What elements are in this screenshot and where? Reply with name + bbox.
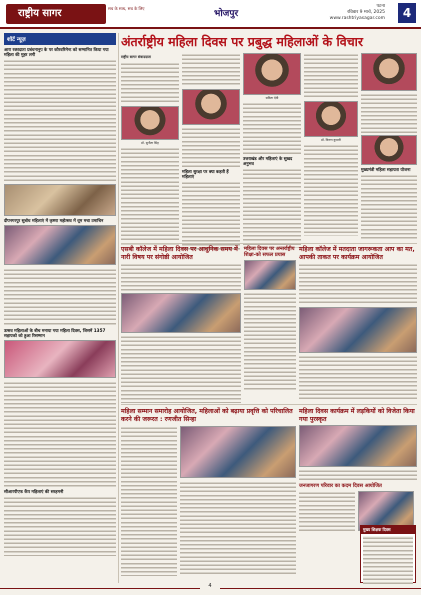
main-col2-text-a	[182, 53, 240, 87]
portrait-photo-1	[121, 106, 179, 140]
main-subhead-1: महिला सुरक्षा पर क्या कहती हैं महिलाएं	[182, 169, 229, 179]
mid-story1-body-b	[121, 335, 241, 403]
promo-body	[363, 536, 413, 584]
bottom-story2-photo	[299, 425, 417, 467]
column-divider	[118, 33, 119, 583]
left-story3-body	[4, 381, 116, 487]
mid-story-1	[121, 246, 241, 403]
main-col-1	[121, 53, 179, 247]
main-col1-text-b	[121, 147, 179, 247]
portrait-photo-2	[182, 89, 240, 125]
footer-page-number: 4	[200, 583, 220, 589]
dateline-city: पटना	[376, 4, 385, 9]
section-title: भोजपुर	[214, 9, 239, 19]
bottom-story1-photo	[180, 426, 296, 478]
left-story1-headline: आरा रक्तदाता प्रबंधनानुप के पर कौरवरिमेन्ट को सम्मानित किया गया महिला की मुहर लगी	[4, 47, 109, 57]
main-col-5	[361, 53, 417, 240]
briefs-label: शॉर्ट न्यूज़	[4, 33, 116, 45]
bottom-story1-text-b	[180, 481, 296, 575]
portrait-caption-1: डॉ. सुनीता सिंह	[141, 141, 159, 145]
newspaper-brand: राष्ट्रीय सागर	[6, 4, 106, 24]
dateline-website: www.rashtriyasagar.com	[329, 16, 385, 21]
portrait-photo-5	[361, 53, 417, 91]
bottom-story-1	[121, 408, 296, 576]
row-divider-1	[121, 243, 417, 244]
mid-story2-photo	[244, 260, 296, 290]
portrait-photo-4	[304, 101, 358, 137]
bottom-story1-right	[180, 426, 296, 576]
main-col-4	[304, 53, 358, 236]
main-col1-text-a	[121, 62, 179, 104]
mid-story1-photo	[121, 293, 241, 333]
mid-story3-photo	[299, 307, 417, 353]
main-byline: राष्ट्रीय सागर संवाददाता	[121, 55, 151, 59]
mid-story3-body-a	[299, 263, 417, 305]
left-story2-headline: दीपनगरपुर सुबोध महिलाएं में कृष्णा महोत्सव में धूम मचा उमाचिन	[4, 218, 104, 223]
mid-story-2	[244, 246, 296, 392]
left-story3-headline: उत्सव महिलाओं के बीच मनाया गया महिला दिवस, जिसमें 1357 सहायको को हुआ रिसम्मान	[4, 328, 106, 338]
portrait-photo-3	[243, 53, 301, 95]
promo-box	[360, 525, 416, 583]
main-subhead-2: उत्तराखंड और महिलाएं के सुखद अनुभव	[243, 156, 293, 166]
left-story3-photo	[4, 340, 116, 378]
portrait-photo-6	[361, 135, 417, 165]
main-col2-text-b	[182, 127, 240, 167]
bottom-story2-headline: महिला दिवस कार्यक्रम में लड़कियों को विजेता किया गया पुरस्कृत	[299, 408, 415, 423]
dateline	[300, 4, 385, 22]
left-story4-headline: सीआरपीएफ कैंप महिलाएं की सरहमनी	[4, 489, 64, 494]
bottom-story3-headline: जनजागरण परिवार का कदम दिवस आयोजित	[299, 483, 382, 489]
left-story4-body	[4, 496, 116, 556]
main-col3-text-b	[243, 168, 301, 248]
left-story2-photo	[4, 225, 116, 265]
left-column	[4, 33, 116, 556]
main-headline: अंतर्राष्ट्रीय महिला दिवस पर प्रबुद्ध महिलाओं के विचार	[121, 34, 363, 49]
main-subhead-3: मुख्यमंत्री महिला सहायता योजना	[361, 167, 411, 172]
main-col-2	[182, 53, 240, 251]
main-col3-text-a	[243, 102, 301, 154]
mid-story1-body-a	[121, 263, 241, 291]
dateline-date: रविवार 9 मार्च, 2025	[347, 10, 385, 15]
left-story1-body	[4, 59, 116, 181]
mid-story-3	[299, 246, 417, 401]
mid-story1-headline: एसबी कॉलेज में महिला दिवस पर आधुनिक समय में नारी विषय पर संगोष्ठी आयोजित	[121, 246, 238, 261]
bottom-story-2	[299, 408, 417, 531]
mid-story2-headline: महिला दिवस पर अन्तर्राष्ट्रीय शिक्षा-को सफल प्रयास	[244, 246, 295, 258]
bottom-story1-text-a	[121, 426, 177, 576]
mid-story3-body-b	[299, 355, 417, 401]
mid-story2-body	[244, 292, 296, 392]
portrait-caption-3: डॉ. किरण कुमारी	[321, 138, 341, 142]
mid-story3-headline: महिला कॉलेज में मतदाता जागरूकता आप का मत, आपकी ताकत पर कार्यक्रम आयोजित	[299, 246, 415, 261]
main-col4-text-a	[304, 53, 358, 99]
bottom-story2-body	[299, 469, 417, 481]
page-number-badge: 4	[398, 3, 416, 23]
main-col-3	[243, 53, 301, 248]
brand-tagline: सच के साथ, सच के लिए	[108, 6, 145, 11]
bottom-story1-headline: महिला सम्मान समारोह आयोजित, महिलाओं को बढ़ाया प्रवृत्ति को परिचालित करने की जरूरत : रणजीत सिन्हा	[121, 408, 293, 423]
bottom-story3-text	[299, 491, 355, 531]
main-col5-text-b	[361, 174, 417, 240]
row-divider-2	[121, 404, 417, 405]
masthead-rule	[0, 27, 421, 29]
masthead	[0, 0, 421, 28]
promo-title: मुख्य शिक्षक दिवस	[361, 526, 415, 534]
main-col5-text-a	[361, 93, 417, 133]
main-col4-text-b	[304, 144, 358, 236]
bottom-story1-body	[121, 426, 296, 576]
portrait-caption-2: सविता देवी	[265, 96, 279, 100]
left-story2-body	[4, 268, 116, 326]
left-story1-photo	[4, 184, 116, 216]
main-col2-text-c	[182, 181, 240, 251]
